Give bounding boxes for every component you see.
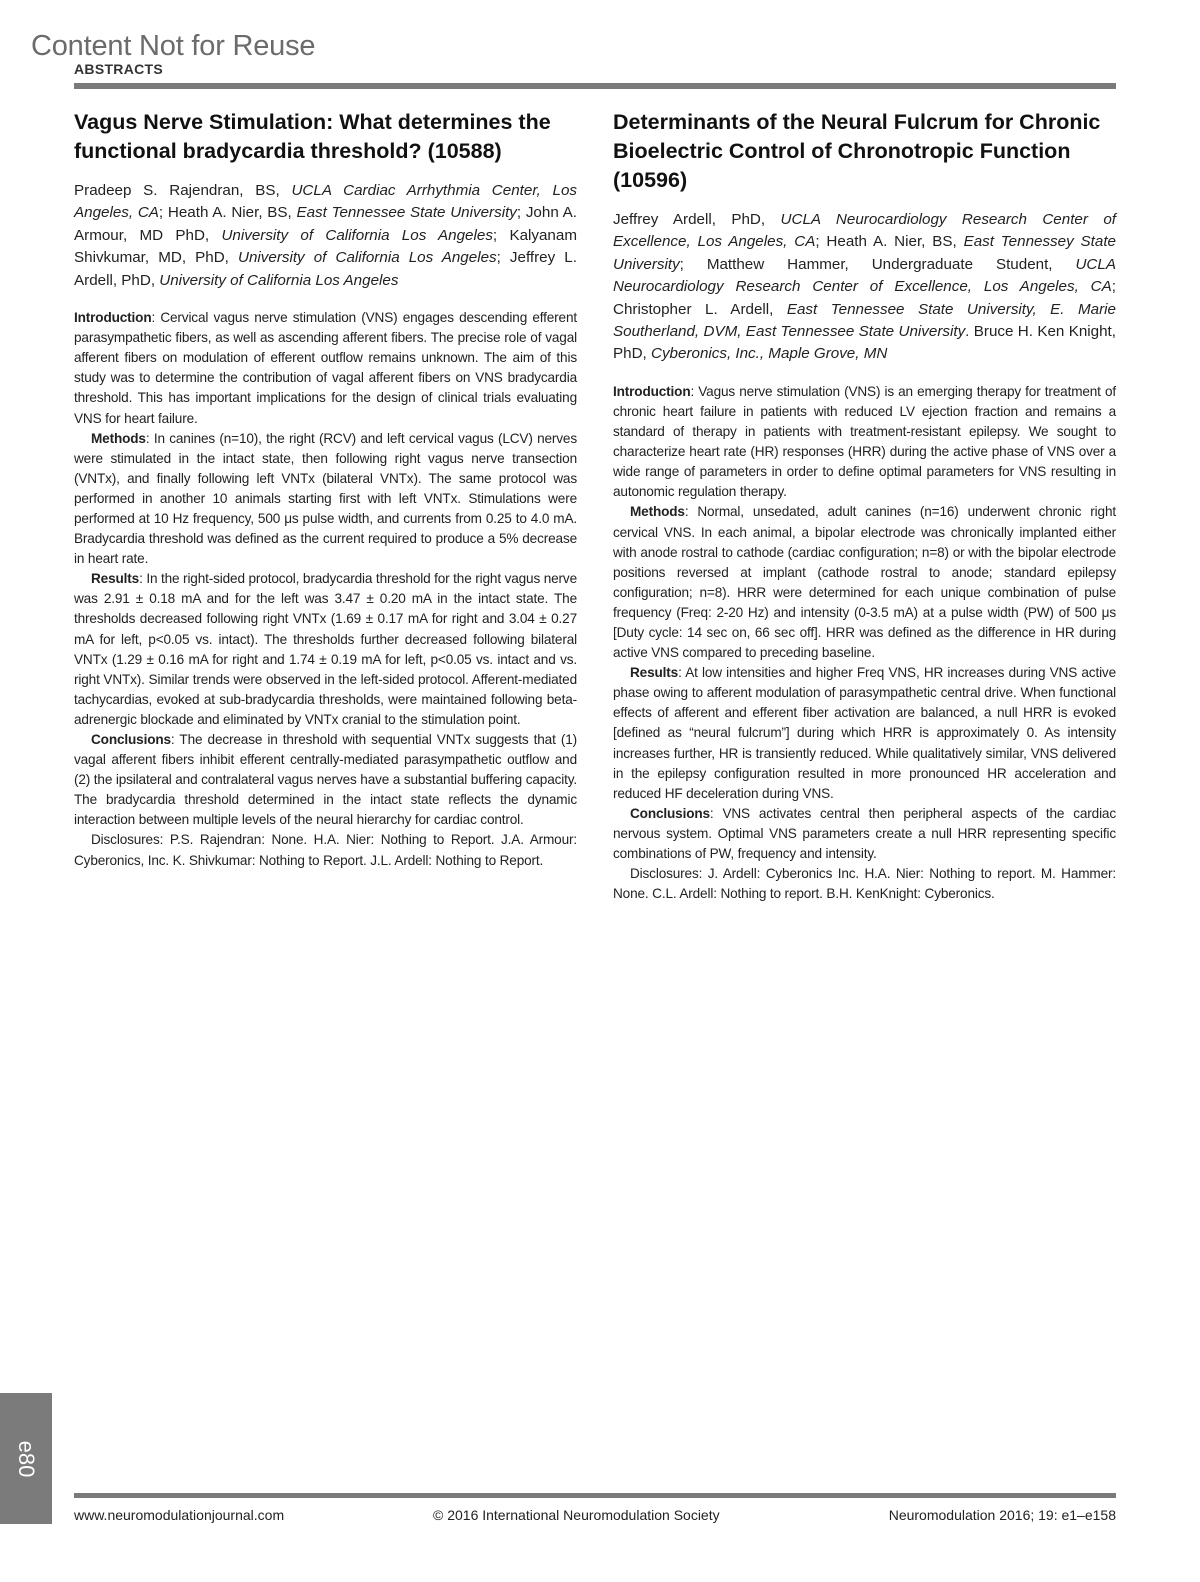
- abstract-paragraph: [74, 429, 577, 570]
- author-name: Bruce H. Ken Knight, PhD,: [613, 323, 1116, 363]
- author-affiliation: Cyberonics, Inc., Maple Grove, MN: [650, 345, 888, 363]
- section-heading: Methods: [91, 430, 146, 446]
- author-name: Jeffrey Ardell, PhD,: [613, 211, 781, 228]
- paragraph-text: : VNS activates central then peripheral aspects of the cardiac nervous system. Optimal VNS parameters create a null HRR representing specific combinations of PW, frequency and intensity.: [613, 805, 1116, 861]
- paragraph-text: : The decrease in threshold with sequential VNTx suggests that (1) vagal afferent fibers inhibit efferent centrally-mediated parasympathetic outflow and (2) the ipsilateral and contralateral vagus nerves have a substantial buffering capacity. The bradycardia threshold determined in the intact state reflects the dynamic interaction between multiple levels of the neural hierarchy for cardiac control.: [74, 732, 578, 828]
- author-separator: ;: [496, 249, 510, 267]
- abstract-paragraph: [74, 308, 577, 429]
- author-separator: ;: [1111, 278, 1116, 296]
- abstract-paragraph: [613, 502, 1116, 663]
- section-heading: Methods: [630, 504, 685, 520]
- footer-citation: Neuromodulation 2016; 19: e1–e158: [888, 1507, 1116, 1523]
- footer-copyright: © 2016 International Neuromodulation Society: [433, 1507, 720, 1523]
- paragraph-text: : Normal, unsedated, adult canines (n=16) underwent chronic right cervical VNS. In each animal, a bipolar electrode was chronically implanted either with anode rostral to cathode (cardiac configuration; n=8) or with the bipolar electrode positions reversed at implant (cathode rostral to anode; standard epilepsy configuration; n=8). HRR were determined for each unique combination of pulse frequency (Freq: 2-20 Hz) and intensity (0-3.5 mA) at a pulse width (PW) of 500 μs [Duty cycle: 14 sec on, 66 sec off]. HRR was defined as the difference in HR during active VNS compared to preceding baseline.: [613, 504, 1116, 661]
- abstract-paragraph: [613, 864, 1116, 904]
- abstract-title: Determinants of the Neural Fulcrum for Chronic Bioelectric Control of Chronotropic Function (10596): [613, 110, 1101, 192]
- section-heading: Introduction: [613, 383, 691, 399]
- paragraph-text: : At low intensities and higher Freq VNS, HR increases during VNS active phase owing to afferent modulation of parasympathetic central drive. When functional effects of afferent and efferent fiber activation are balanced, a null HRR is evoked [defined as “neural fulcrum”] during which HRR is approximately 0. As intensity increases further, HR is transiently reduced. While qualitatively similar, VNS delivered in the epilepsy configuration resulted in more pronounced HR acceleration and reduced HF deceleration during VNS.: [613, 665, 1116, 801]
- author-name: John A. Armour, MD PhD,: [74, 204, 577, 244]
- bottom-rule: [74, 1493, 1116, 1498]
- abstract-paragraph: [74, 830, 577, 870]
- author-affiliation: UCLA Neurocardiology Research Center of Excellence, Los Angeles, CA: [613, 255, 1116, 296]
- section-heading: Conclusions: [91, 732, 171, 747]
- paragraph-text: : In canines (n=10), the right (RCV) and left cervical vagus (LCV) nerves were stimulated in the intact state, then following right vagus nerve transection (VNTx), and finally following left VNTx (bilateral VNTx). The same protocol was performed in another 10 animals starting first with left VNTx. Stimulations were performed at 10 Hz frequency, 500 μs pulse width, and currents from 0.25 to 4.0 mA. Bradycardia threshold was defined as the current required to produce a 5% decrease in heart rate.: [74, 430, 577, 567]
- footer-website: www.neuromodulationjournal.com: [74, 1507, 285, 1523]
- author-separator: ;: [158, 204, 168, 222]
- section-heading: Conclusions: [630, 805, 710, 821]
- abstract-paragraph: [74, 569, 577, 730]
- paragraph-text: : In the right-sided protocol, bradycardia threshold for the right vagus nerve was 2.91 ± 0.18 mA and for the left was 3.47 ± 0.20 mA in the intact state. The thresholds decreased following right VNTx (1.69 ± 0.17 mA for right and 3.04 ± 0.27 mA for left, p<0.05 vs. intact). The thresholds further decreased following bilateral VNTx (1.29 ± 0.16 mA for right and 1.74 ± 0.19 mA for left, p<0.05 vs. intact and vs. right VNTx). Similar trends were observed in the left-sided protocol. Afferent-mediated tachycardias, evoked at sub-bradycardia thresholds, were maintained following beta-adrenergic blockade and eliminated by VNTx cranial to the stimulation point.: [74, 571, 577, 727]
- author-separator: ;: [815, 233, 827, 251]
- author-separator: ;: [492, 226, 510, 244]
- abstract-right: [613, 108, 1116, 904]
- abstract-paragraph: [613, 804, 1116, 864]
- author-separator: ;: [679, 255, 707, 273]
- author-affiliation: UCLA Cardiac Arrhythmia Center, Los Angeles, CA: [74, 182, 577, 222]
- abstract-body: [74, 308, 577, 871]
- author-affiliation: University of California Los Angeles: [237, 249, 497, 267]
- section-heading: Results: [91, 571, 140, 587]
- author-affiliation: UCLA Neurocardiology Research Center of Excellence, Los Angeles, CA: [613, 211, 1117, 251]
- author-name: Heath A. Nier, BS,: [167, 204, 297, 222]
- section-heading: Results: [630, 665, 679, 681]
- page-number: e80: [14, 1440, 39, 1477]
- author-affiliation: East Tennessee State University: [296, 204, 517, 222]
- paragraph-text: : Cervical vagus nerve stimulation (VNS) engages descending efferent parasympathetic fibers, as well as ascending afferent fibers. The precise role of vagal afferent fibers on modulation of efferent outflow remains unknown. The aim of this study was to determine the contribution of vagal afferent fibers on VNS bradycardia threshold. This has important implications for the design of clinical trials evaluating VNS for heart failure.: [74, 310, 577, 426]
- author-separator: .: [965, 323, 974, 341]
- abstract-paragraph: [613, 382, 1116, 503]
- abstract-left: [74, 108, 577, 871]
- author-affiliation: East Tennessee State University, E. Marie Southerland, DVM, East Tennessee State University: [613, 300, 1116, 341]
- page-number-tab: [0, 1393, 52, 1524]
- section-heading: Introduction: [74, 310, 152, 326]
- paragraph-text: Disclosures: J. Ardell: Cyberonics Inc. H.A. Nier: Nothing to report. M. Hammer: None. C.L. Ardell: Nothing to report. B.H. KenKnight: Cyberonics.: [613, 866, 1116, 902]
- watermark: Content Not for Reuse: [31, 30, 316, 62]
- abstract-paragraph: [613, 663, 1116, 804]
- author-name: Kalyanam Shivkumar, MD, PhD,: [74, 226, 577, 267]
- paragraph-text: Disclosures: P.S. Rajendran: None. H.A. Nier: Nothing to Report. J.A. Armour: Cyberonics, Inc. K. Shivkumar: Nothing to Report. J.L. Ardell: Nothing to Report.: [74, 832, 577, 868]
- top-rule: [74, 83, 1116, 89]
- paragraph-text: : Vagus nerve stimulation (VNS) is an emerging therapy for treatment of chronic heart failure in patients with reduced LV ejection fraction and remains a standard of therapy in patients with treatment-resistant epilepsy. We sought to characterize heart rate (HR) responses (HRR) during the active phase of VNS over a wide range of parameters in order to define optimal parameters for VNS resulting in autonomic regulation therapy.: [613, 383, 1116, 500]
- author-separator: ;: [516, 204, 526, 222]
- abstract-paragraph: [74, 730, 577, 830]
- abstract-body: [613, 382, 1116, 904]
- author-name: Jeffrey L. Ardell, PhD,: [74, 249, 577, 289]
- section-label: ABSTRACTS: [74, 61, 164, 77]
- author-name: Christopher L. Ardell,: [613, 300, 787, 318]
- author-list: [613, 209, 1116, 366]
- author-affiliation: University of California Los Angeles: [159, 271, 399, 289]
- author-name: Heath A. Nier, BS,: [826, 233, 964, 251]
- author-affiliation: East Tennessey State University: [613, 233, 1117, 273]
- author-affiliation: University of California Los Angeles: [221, 226, 493, 244]
- author-name: Matthew Hammer, Undergraduate Student,: [706, 255, 1076, 273]
- abstract-title: Vagus Nerve Stimulation: What determines the functional bradycardia threshold? (10588): [74, 110, 551, 163]
- author-list: [74, 180, 577, 292]
- author-name: Pradeep S. Rajendran, BS,: [74, 182, 292, 199]
